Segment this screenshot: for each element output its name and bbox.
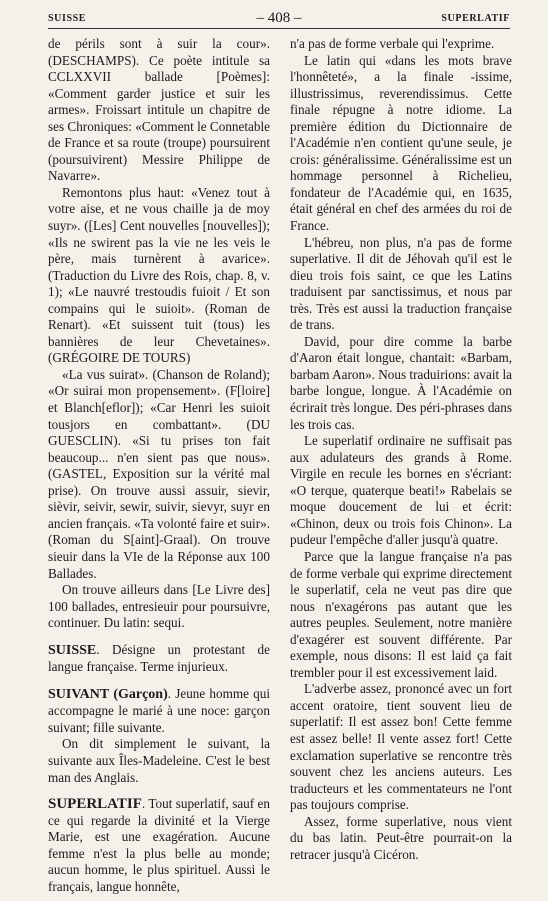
entry-suir-more-examples: «La vus suirat». (Chanson de Roland); «Or suirai mon propensement». (F[loire] et Blanch[eflor]); «Car Henri les suioit tousjors en combattant». (DU GUESCLIN). «Si tu prises ton fait beaucoup... n'en sient pas que nous». (GASTEL, Exposition sur la vérité mal prise). On trouve aussi assuir, sievir, sièvir, seivir, sewir, suivir, sievyr, suyr en ancien français. «Ta volonté faire et suir». (Roman du S[aint]-Graal). On trouve sieuir dans la VIe de la Réponse aux 100 Ballades. xyxy=(48,366,270,581)
entry-suir-examples: Remontons plus haut: «Venez tout à votre aise, et ne vous chaille ja de moy suyr». ([Les] Cent nouvelles [nouvelles]); «Ils ne swirent pas la vie ne les veis le père, mais turnèrent à avarice». (Traduction du Livre des Rois, chap. 8, v. 1); «Le nauvré trestoudis fuioit / Et son compains qui le suioit». (Roman de Renart). «Et suissent tuit (tous) les bannières de leur Chevetaines». (GRÉGOIRE DE TOURS) xyxy=(48,184,270,366)
superlatif-para-6: Parce que la langue française n'a pas de forme verbale qui exprime directement le superlatif, cela ne veut pas dire que nous n'exagérons pas autant que les autres peuples. Seulement, notre manière d'exagérer est souvent différente. Par exemple, nous disons: Il est laid ça fait trembler pour il est excessivement laid. xyxy=(290,548,512,680)
superlatif-para-5: Le superlatif ordinaire ne suffisait pas aux adulateurs des grands à Rome. Virgile en recule les bornes en s'écriant: «O terque, quaterque beati!» Rabelais se moque doucement de lui et écrit: «Chinon, deux ou trois fois Chinon». La pudeur l'empêche d'aller jusqu'à quatre. xyxy=(290,433,512,548)
entry-suir-continued: de périls sont à suir la cour». (DESCHAMPS). Ce poète intitule sa CCLXXVII ballade [Poèmes]: «Comment garder justice et suir les armes». Froissart intitule un chapitre de ses Chroniques: «Comment le Connetable de France et sa route (troupe) poursuirent (poursuivirent) Messire Philippe de Navarre». xyxy=(48,36,270,184)
entry-suir-etymology: On trouve ailleurs dans [Le Livre des] 100 ballades, entresieuir pour poursuivre, continuer. Du latin: sequi. xyxy=(48,582,270,631)
superlatif-para-4: David, pour dire comme la barbe d'Aaron était longue, chantait: «Barbam, barbam Aaron». Nous traduirions: avait la barbe longue, longue. À l'Académie on écrirait très longue. Des péri-phrases dans les trois cas. xyxy=(290,333,512,432)
headword-superlatif: SUPERLATIF xyxy=(48,796,142,813)
definition-superlatif: . Tout superlatif, sauf en ce qui regarde la divinité et la Vierge Marie, est une exagération. Aucune femme n'est la plus belle au monde; aucun homme, le plus spirituel. Aussi le français, langue honnête, xyxy=(48,796,270,894)
definition-suisse: . Désigne un protestant de langue française. Terme injurieux. xyxy=(48,641,270,675)
left-column xyxy=(48,36,270,895)
entry-superlatif xyxy=(48,796,270,895)
right-column xyxy=(290,36,512,863)
running-header xyxy=(48,10,510,28)
entry-suisse xyxy=(48,642,270,676)
headword-suisse: SUISSE xyxy=(48,642,97,658)
definition-suivant: . Jeune homme qui accompagne le marié à une noce: garçon suivant; fille suivante. xyxy=(48,685,270,735)
superlatif-para-7: L'adverbe assez, prononcé avec un fort accent oratoire, tient souvent lieu de superlatif: Il est assez bon! Cette femme est assez belle! Il vente assez fort! Cette exclamation superlative se rencontre très souvent chez les anciens auteurs. Les traducteurs et les commentateurs ne l'ont pas toujours comprise. xyxy=(290,681,512,813)
superlatif-para-1: n'a pas de forme verbale qui l'exprime. xyxy=(290,36,495,51)
header-right-word: SUPERLATIF xyxy=(441,13,510,24)
header-left-word: SUISSE xyxy=(48,13,87,24)
superlatif-para-3: L'hébreu, non plus, n'a pas de forme superlative. Il dit de Jéhovah qu'il est le dieu trois fois saint, ce que les Latins traduisent par sanctissimus, et nous par très. Très est aussi la traduction française de trans. xyxy=(290,234,512,333)
header-rule xyxy=(48,28,510,29)
headword-suivant: SUIVANT (Garçon) xyxy=(48,686,168,702)
page-number: – 408 – xyxy=(256,10,302,26)
superlatif-para-2: Le latin qui «dans les mots brave l'honnêteté», a la finale -issime, illustrissimus, reverendissimus. Cette finale répugne à notre idiome. La première édition du Dictionnaire de l'Académie n'en contient qu'une seule, je crois: généralissime. Généralissime est un hommage personnel à Richelieu, fondateur de l'Académie qui, en 1635, était général en chef des armées du roi de France. xyxy=(290,52,512,234)
superlatif-para-8: Assez, forme superlative, nous vient du bas latin. Peut-être pourrait-on la retracer jusqu'à Cicéron. xyxy=(290,813,512,862)
entry-suivant-usage: On dit simplement le suivant, la suivante aux Îles-Madeleine. C'est le best man des Anglais. xyxy=(48,736,270,785)
entry-suivant xyxy=(48,686,270,737)
